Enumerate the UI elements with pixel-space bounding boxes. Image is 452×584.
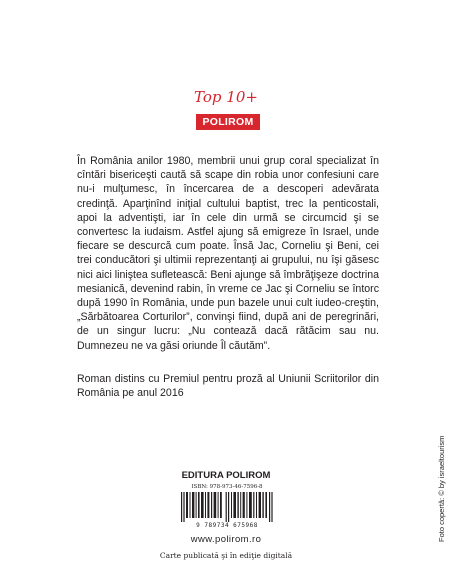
digital-edition-note: Carte publicată şi în ediţie digitală <box>159 551 293 560</box>
series-label: Top 10+ <box>194 88 258 106</box>
publisher-website: www.polirom.ro <box>190 534 262 545</box>
photo-credit: Foto copertă: © by israeltourism <box>437 435 446 542</box>
barcode <box>175 484 279 530</box>
book-blurb: În România anilor 1980, membrii unui grup coral specializat în cîntări bisericeşti caută să scape din robia unor confesiuni care nu-i mulţumesc, în încercarea de a descoperi adevărata credinţă. Aparţinînd iniţial cultului baptist, trec la penticostali, apoi la adventişti, iar în cele din urmă se circumcid şi se convertesc la iudaism. Astfel ajung să emigreze în Israel, unde fiecare se descurcă cum poate. Însă Jac, Corneliu şi Beni, cei trei conducători şi ultimii reprezentanţi ai grupului, nu îşi găsesc nici aici liniştea sufletească: Beni ajunge să îmbrăţişeze doctrina mesianică, devenind rabin, în vreme ce Jac şi Corneliu se întorc după 1990 în România, unde pun bazele unui cult iudeo-creştin, „Sărbătoarea Corturilor”, convinşi fiind, după ani de peregrinări, de un singur lucru: „Nu contează dacă rătăcim sau nu. Dumnezeu ne va găsi oriunde Îl căutăm”. <box>77 155 379 352</box>
barcode-number: 9 789734 675968 <box>196 522 258 529</box>
barcode-bars <box>181 492 273 522</box>
isbn-text: ISBN: 978-973-46-7596-8 <box>191 484 263 490</box>
publisher-logo: POLIROM <box>196 114 260 130</box>
award-note: Roman distins cu Premiul pentru proză al Uniunii Scriitorilor din România pe anul 2016 <box>77 373 379 400</box>
publisher-name: EDITURA POLIROM <box>181 470 271 481</box>
